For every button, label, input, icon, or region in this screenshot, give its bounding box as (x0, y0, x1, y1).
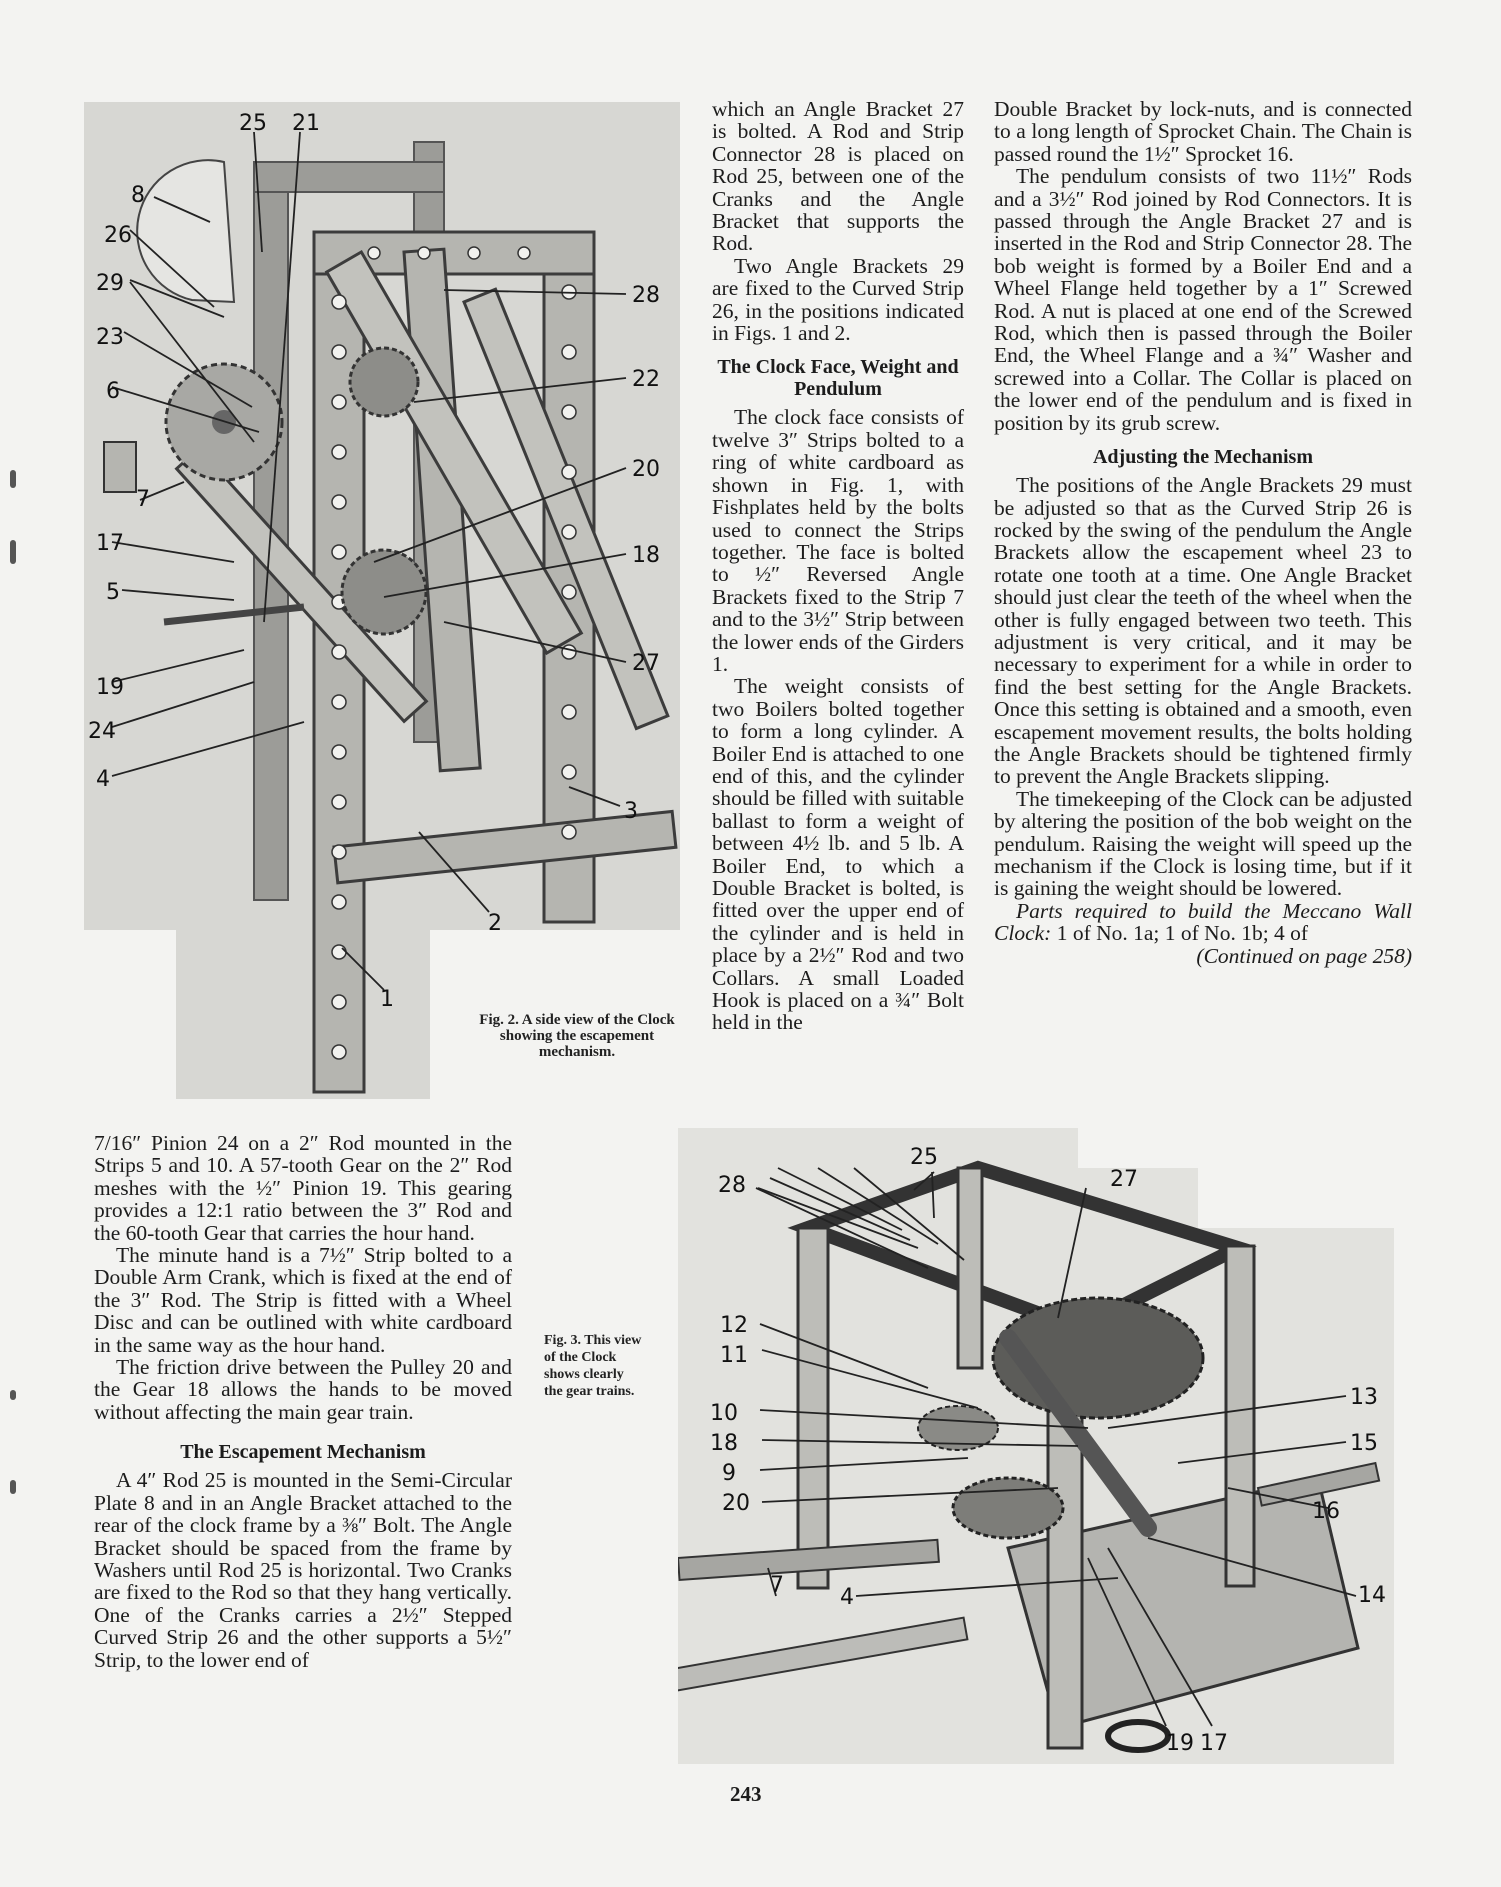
fig3-label: 16 (1312, 1499, 1340, 1524)
fig2-label: 21 (292, 111, 320, 136)
fig2-label: 26 (104, 223, 132, 248)
figure-3-photo (678, 1128, 1394, 1764)
paragraph: which an Angle Bracket 27 is bolted. A Rod and Strip Connector 28 is placed on Rod 25, between one of the Cranks and the Angle Bracket that supports the Rod. (712, 97, 964, 256)
fig2-label: 2 (488, 911, 502, 936)
fig3-label: 25 (910, 1145, 938, 1170)
fig2-label: 20 (632, 457, 660, 482)
fig2-label: 27 (632, 651, 660, 676)
text-column-2 (712, 98, 964, 1034)
page-number: 243 (730, 1782, 762, 1806)
paragraph: The friction drive between the Pulley 20 and the Gear 18 allows the hands to be moved without affecting the main gear train. (94, 1355, 512, 1424)
section-heading: The Escapement Mechanism (180, 1441, 426, 1464)
fig2-label: 4 (96, 767, 110, 792)
fig3-label: 18 (710, 1431, 738, 1456)
margin-mark (10, 1390, 16, 1400)
fig2-label: 28 (632, 283, 660, 308)
fig2-label: 24 (88, 719, 116, 744)
fig3-label: 4 (840, 1585, 854, 1610)
paragraph: The timekeeping of the Clock can be adjusted by altering the position of the bob weight on the pendulum. Raising the weight will speed up the mechanism if the Clock is losing time, but if it is gaining the weight should be lowered. (994, 786, 1412, 901)
fig3-label: 27 (1110, 1167, 1138, 1192)
paragraph: The weight consists of two Boilers bolted together to form a long cylinder. A Boiler End is attached to one end of this, and the cylinder should be filled with suitable ballast to form a weight of between 4½ lb. and 5 lb. A Boiler End, to which a Double Bracket is bolted, is fitted over the upper end of the cylinder and is held in place by a 2½″ Rod and two Collars. A small Loaded Hook is placed on a ¾″ Bolt held in the (712, 674, 964, 1035)
margin-mark (10, 1480, 16, 1494)
paragraph: The pendulum consists of two 11½″ Rods and a 3½″ Rod joined by Rod Connectors. It is passed through the Angle Bracket 27 and is inserted in the Rod and Strip Connector 28. The bob weight is formed by a Boiler End and a Wheel Flange held together by a 1″ Screwed Rod. A nut is placed at one end of the Screwed Rod, which then is passed through the Boiler End, the Wheel Flange and a ¾″ Washer and screwed into a Collar. The Collar is placed on the lower end of the pendulum and is fixed in position by its grub screw. (994, 164, 1412, 435)
fig3-label: 13 (1350, 1385, 1378, 1410)
paragraph (994, 900, 1412, 945)
figure-2-caption: Fig. 2. A side view of the Clock showing the escapement mechanism. (479, 1012, 675, 1060)
text-column-1 (94, 1132, 512, 1671)
fig3-label: 11 (720, 1343, 748, 1368)
margin-mark (10, 540, 16, 564)
fig3-label: 20 (722, 1491, 750, 1516)
paragraph: The clock face consists of twelve 3″ Strips bolted to a ring of white cardboard as shown in Fig. 1, with Fishplates held by the bolts used to connect the Strips together. The face is bolted to ½″ Reversed Angle Brackets fixed to the Strip 7 and to the 3½″ Strip between the lower ends of the Girders 1. (712, 405, 964, 676)
figure-2-photo (84, 102, 680, 1099)
fig3-label: 12 (720, 1313, 748, 1338)
fig2-label: 6 (106, 379, 120, 404)
fig2-label: 1 (380, 987, 394, 1012)
fig2-label: 19 (96, 675, 124, 700)
fig2-label: 5 (106, 580, 120, 605)
fig2-label: 29 (96, 271, 124, 296)
parts-list: 1 of No. 1a; 1 of No. 1b; 4 of (1051, 921, 1309, 946)
paragraph: Two Angle Brackets 29 are fixed to the Curved Strip 26, in the positions indicated in Figs. 1 and 2. (712, 253, 964, 346)
fig2-label: 25 (239, 111, 267, 136)
fig3-label: 9 (722, 1461, 736, 1486)
fig2-label: 3 (624, 799, 638, 824)
fig3-label: 14 (1358, 1583, 1386, 1608)
paragraph: 7/16″ Pinion 24 on a 2″ Rod mounted in the Strips 5 and 10. A 57-tooth Gear on the 2″ Rod meshes with the ½″ Pinion 19. This gearing provides a 12:1 ratio between the 3″ Rod and the 60-tooth Gear that carries the hour hand. (94, 1131, 512, 1245)
paragraph: The positions of the Angle Brackets 29 must be adjusted so that as the Curved Strip 26 is rocked by the swing of the pendulum the Angle Brackets allow the escapement wheel 23 to rotate one tooth at a time. One Angle Bracket should just clear the teeth of the wheel when the other is fully engaged between two teeth. This adjustment is very critical, and it may be necessary to experiment for a while in order to find the best setting for the Angle Brackets. Once this setting is obtained and a smooth, even escapement movement results, the bolts holding the Angle Brackets should be tightened firmly to prevent the Angle Brackets slipping. (994, 473, 1412, 789)
fig3-label: 7 (770, 1573, 784, 1598)
paragraph: A 4″ Rod 25 is mounted in the Semi-Circular Plate 8 and in an Angle Bracket attached to the rear of the clock frame by a ⅜″ Bolt. The Angle Bracket should be spaced from the frame by Washers until Rod 25 is horizontal. Two Cranks are fixed to the Rod so that they hang vertically. One of the Cranks carries a 2½″ Stepped Curved Strip 26 and the other supports a 5½″ Strip, to the lower end of (94, 1468, 512, 1672)
section-heading: The Clock Face, Weight and Pendulum (717, 356, 959, 401)
fig3-label: 10 (710, 1401, 738, 1426)
parts-lead: Parts required to build the Meccano Wall Clock: (994, 898, 1412, 946)
paragraph: Double Bracket by lock-nuts, and is connected to a long length of Sprocket Chain. The Chain is passed round the 1½″ Sprocket 16. (994, 97, 1412, 166)
fig2-label: 18 (632, 543, 660, 568)
fig2-label: 22 (632, 367, 660, 392)
figure-3-caption: Fig. 3. This view of the Clock shows clearly the gear trains. (544, 1333, 642, 1399)
fig2-label: 23 (96, 325, 124, 350)
section-heading: Adjusting the Mechanism (1092, 446, 1313, 469)
fig2-label: 7 (136, 487, 150, 512)
fig2-label: 17 (96, 531, 124, 556)
fig3-label: 15 (1350, 1431, 1378, 1456)
fig3-label: 17 (1200, 1731, 1228, 1756)
paragraph: The minute hand is a 7½″ Strip bolted to a Double Arm Crank, which is fixed at the end of the 3″ Rod. The Strip is fitted with a Wheel Disc and can be outlined with white cardboard in the same way as the hour hand. (94, 1243, 512, 1357)
fig2-label: 8 (131, 183, 145, 208)
continued-note: (Continued on page 258) (1196, 943, 1412, 968)
fig3-label: 28 (718, 1173, 746, 1198)
fig3-label: 19 (1166, 1731, 1194, 1756)
margin-mark (10, 470, 16, 488)
text-column-3 (994, 98, 1412, 967)
